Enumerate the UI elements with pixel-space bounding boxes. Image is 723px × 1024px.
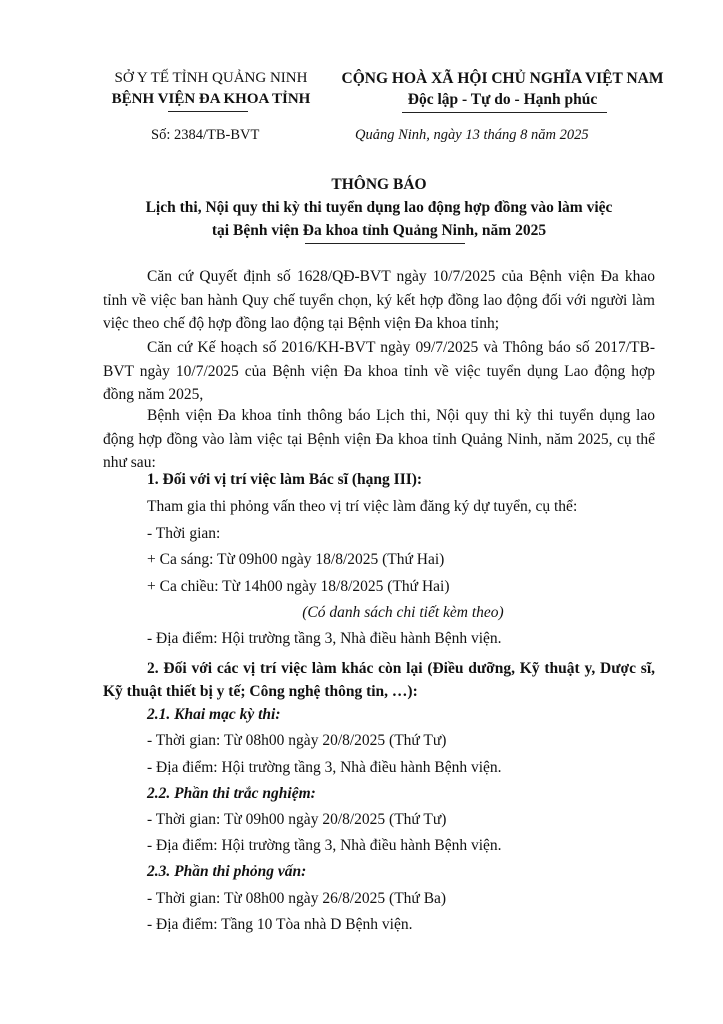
issuing-authority: SỞ Y TẾ TỈNH QUẢNG NINH <box>114 70 308 86</box>
document-number: Số: 2384/TB-BVT <box>151 127 260 143</box>
section-2-3-heading: 2.3. Phần thi phỏng vấn: <box>147 863 307 880</box>
left-header-underline <box>168 111 248 112</box>
section-1-note: (Có danh sách chi tiết kèm theo) <box>302 604 504 621</box>
section-1-morning-session: + Ca sáng: Từ 09h00 ngày 18/8/2025 (Thứ Hai) <box>147 551 445 568</box>
section-2-3-time: - Thời gian: Từ 08h00 ngày 26/8/2025 (Thứ Ba) <box>147 890 447 907</box>
section-2-1-heading: 2.1. Khai mạc kỳ thi: <box>147 706 281 723</box>
section-2-heading: 2. Đối với các vị trí việc làm khác còn lại (Điều dưỡng, Kỹ thuật y, Dược sĩ, Kỹ thuật thiết bị y tế; Công nghệ thông tin, …): <box>103 660 655 700</box>
section-2-2-place: - Địa điểm: Hội trường tầng 3, Nhà điều hành Bệnh viện. <box>147 837 502 854</box>
place-and-date: Quảng Ninh, ngày 13 tháng 8 năm 2025 <box>355 127 589 143</box>
legal-basis-paragraph-1: Căn cứ Quyết định số 1628/QĐ-BVT ngày 10/7/2025 của Bệnh viện Đa khao tỉnh về việc ban hành Quy chế tuyển chọn, ký kết hợp đồng lao động đối với người làm việc theo chế độ hợp đồng lao động tại Bệnh viện Đa khoa tỉnh; <box>103 268 655 332</box>
document-subtitle-line2: tại Bệnh viện Đa khoa tỉnh Quảng Ninh, năm 2025 <box>211 222 547 239</box>
section-1-afternoon-session: + Ca chiều: Từ 14h00 ngày 18/8/2025 (Thứ Hai) <box>147 578 450 595</box>
section-2-2-time: - Thời gian: Từ 09h00 ngày 20/8/2025 (Thứ Tư) <box>147 811 447 828</box>
national-motto: Độc lập - Tự do - Hạnh phúc <box>407 91 598 108</box>
title-underline <box>305 243 465 244</box>
issuing-hospital: BỆNH VIỆN ĐA KHOA TỈNH <box>111 91 311 107</box>
document-title: THÔNG BÁO <box>331 176 427 193</box>
section-1-heading: 1. Đối với vị trí việc làm Bác sĩ (hạng III): <box>147 471 423 488</box>
motto-underline <box>402 112 607 113</box>
section-1-intro: Tham gia thi phỏng vấn theo vị trí việc làm đăng ký dự tuyển, cụ thể: <box>147 498 578 515</box>
document-subtitle-line1: Lịch thi, Nội quy thi kỳ thi tuyển dụng lao động hợp đồng vào làm việc <box>145 199 613 216</box>
section-1-place: - Địa điểm: Hội trường tầng 3, Nhà điều hành Bệnh viện. <box>147 630 502 647</box>
section-2-1-time: - Thời gian: Từ 08h00 ngày 20/8/2025 (Thứ Tư) <box>147 732 447 749</box>
legal-basis-paragraph-2: Căn cứ Kế hoạch số 2016/KH-BVT ngày 09/7/2025 và Thông báo số 2017/TB-BVT ngày 10/7/2025 của Bệnh viện Đa khoa tỉnh về việc tuyển dụng Lao động hợp đồng năm 2025, <box>103 339 655 403</box>
section-2-1-place: - Địa điểm: Hội trường tầng 3, Nhà điều hành Bệnh viện. <box>147 759 502 776</box>
section-2-3-place: - Địa điểm: Tầng 10 Tòa nhà D Bệnh viện. <box>147 916 413 933</box>
national-title: CỘNG HOÀ XÃ HỘI CHỦ NGHĨA VIỆT NAM <box>341 70 664 87</box>
section-1-time-label: - Thời gian: <box>147 525 221 542</box>
announcement-paragraph: Bệnh viện Đa khoa tỉnh thông báo Lịch thi, Nội quy thi kỳ thi tuyển dụng lao động hợp đồng vào làm việc tại Bệnh viện Đa khoa tỉnh Quảng Ninh, năm 2025, cụ thể như sau: <box>103 407 655 471</box>
section-2-2-heading: 2.2. Phần thi trắc nghiệm: <box>147 785 316 802</box>
